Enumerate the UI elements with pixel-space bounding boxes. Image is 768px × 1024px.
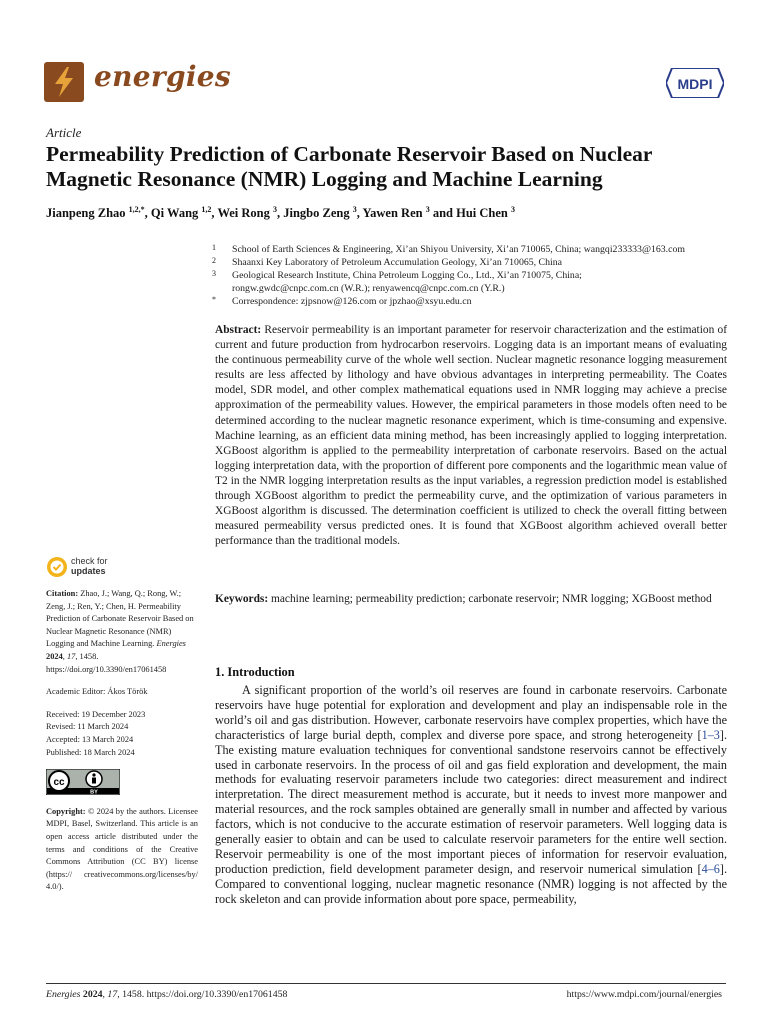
article-title: Permeability Prediction of Carbonate Reservoir Based on Nuclear Magnetic Resonance (NMR) Logging and Machine Learning: [46, 142, 653, 191]
journal-header: [44, 58, 724, 102]
affiliation-text: rongw.gwdc@cnpc.com.cn (W.R.); renyawencq@cnpc.com.cn (Y.R.): [232, 283, 505, 294]
author-name: Qi Wang: [150, 206, 199, 221]
updates-text: updates: [71, 565, 106, 576]
reference-link[interactable]: 1–3: [701, 727, 720, 742]
author-name: Jianpeng Zhao: [46, 206, 126, 221]
citation-doi[interactable]: 1458. https://doi.org/10.3390/en17061458: [46, 651, 167, 674]
affiliation-number: 3: [212, 269, 216, 278]
date-revised: Revised: 11 March 2024: [46, 722, 129, 732]
author-affil: 1,2: [201, 205, 212, 214]
author-name: Yawen Ren: [362, 206, 423, 221]
citation-text: Zhao, J.; Wang, Q.; Rong, W.; Zeng, J.; Ren, Y.; Chen, H. Permeability Prediction of Carbonate Reservoir Based on Nuclear Magnetic Resonance (NMR) Logging and Machine Learning.: [46, 589, 194, 649]
energies-logo-icon: [44, 62, 84, 102]
date-received: Received: 19 December 2023: [46, 709, 146, 719]
author-sep: and: [429, 206, 457, 221]
affiliation-number: 1: [212, 243, 216, 252]
author-affil: 3: [352, 205, 357, 214]
correspondence-item: [212, 295, 728, 308]
date-accepted: Accepted: 13 March 2024: [46, 734, 134, 744]
footer-volume: 17: [107, 989, 118, 1000]
section-heading-introduction: 1. Introduction: [215, 665, 295, 679]
footer-citation: Energies 2024, 17, 1458. https://doi.org/10.3390/en17061458: [46, 989, 288, 1000]
footer-journal: Energies: [46, 989, 81, 1000]
author[interactable]: [46, 206, 145, 220]
affiliation-item: [212, 243, 728, 256]
author[interactable]: [217, 206, 277, 220]
author-name: Wei Rong: [217, 206, 270, 221]
author-sep: ,: [144, 206, 151, 221]
affiliation-item: [212, 256, 728, 269]
svg-text:cc: cc: [53, 777, 65, 789]
check-updates-icon: [46, 556, 68, 578]
article-sidebar: [46, 556, 198, 894]
author-sep: ,: [211, 206, 218, 221]
publication-dates: [46, 709, 198, 759]
copyright-label: Copyright:: [46, 806, 86, 816]
intro-text: A significant proportion of the world’s oil reserves are found in carbonate reservoirs. Carbonate reservoirs have huge potential for exploration and development and play an indispensable role in the world’s oil and gas distribution. However, carbonate reservoirs have complex properties, which have the characteristics of large burial depth, complex and diverse pore space, and strong heterogeneity [: [215, 683, 727, 742]
citation-year: 2024: [46, 651, 63, 661]
affiliation-text: Shaanxi Key Laboratory of Petroleum Accumulation Geology, Xi’an 710065, China: [232, 257, 562, 268]
author[interactable]: [456, 206, 515, 220]
affiliation-number: 2: [212, 256, 216, 265]
affiliation-text: School of Earth Sciences & Engineering, Xi’an Shiyou University, Xi’an 710065, China; wangqi233333@163.com: [232, 244, 685, 255]
author-affil: 3: [425, 205, 430, 214]
citation-volume: 17: [66, 651, 76, 661]
affiliation-item: [212, 269, 728, 282]
mdpi-logo-icon[interactable]: [666, 68, 724, 98]
author-sep: ,: [277, 206, 284, 221]
affiliation-text: Geological Research Institute, China Petroleum Logging Co., Ltd., Xi’an 710075, China;: [232, 270, 582, 281]
copyright-notice: [46, 806, 198, 894]
author-affil: 1,2,*: [128, 205, 145, 214]
abstract-text: Reservoir permeability is an important parameter for reservoir characterization and the estimation of current and future production from hydrocarbon reservoirs. Logging data is an important means of evaluating the continuous permeability curve of the whole well section. Nuclear magnetic resonance logging measurement results are less affected by lithology and have obvious advantages in interpreting permeability. The Coates model, SDR model, and other complex mathematical equations used in NMR logging may achieve a precise approximation of the permeability values. However, the empirical parameters in those models often need to be determined according to the nuclear magnetic resonance experiment, which is time-consuming and expensive. Machine learning, as an efficient data mining method, has been increasingly applied to logging interpretation. XGBoost algorithm is applied to the permeability interpretation of carbonate reservoirs. Based on the actual logging interpretation data, with the proportion of different pore components and the logarithmic mean value of T2 in the NMR logging interpretation results as the input variables, a regression prediction model is established through XGBoost algorithm to predict the permeability curve, and the optimization of various parameters in XGBoost algorithm is discussed. The determination coefficient is utilized to check the overall fitting between measured permeability versus predicted ones. It is found that XGBoost algorithm achieved overall better performance than the traditional models.: [215, 324, 727, 548]
affiliation-item: [212, 282, 728, 295]
academic-editor: Academic Editor: Ákos Török: [46, 687, 148, 697]
cc-by-label: BY: [90, 789, 98, 796]
keywords-label: Keywords:: [215, 593, 269, 605]
author[interactable]: [363, 206, 430, 220]
abstract-label: Abstract:: [215, 324, 262, 336]
footer-divider: [46, 983, 726, 984]
journal-name[interactable]: energies: [94, 60, 231, 93]
copyright-text: © 2024 by the authors. Licensee MDPI, Basel, Switzerland. This article is an open access article distributed under the terms and conditions of the Creative Commons Attribution (CC BY) license (https:// creativecommons.org/licenses/by/ 4.0/).: [46, 806, 198, 892]
author-name: Hui Chen: [456, 206, 508, 221]
article-type: Article: [46, 125, 82, 140]
citation-label: Citation:: [46, 589, 79, 598]
footer-year: 2024: [82, 989, 103, 1000]
affiliations: [212, 243, 728, 308]
author-affil: 3: [273, 205, 277, 214]
author[interactable]: [283, 206, 356, 220]
check-for-updates-badge[interactable]: [46, 556, 198, 582]
reference-link[interactable]: 4–6: [701, 861, 720, 876]
correspondence-text: Correspondence: zjpsnow@126.com or jpzhao@xsyu.edu.cn: [232, 296, 472, 307]
author-list: [46, 205, 726, 221]
author-name: Jingbo Zeng: [283, 206, 350, 221]
date-published: Published: 18 March 2024: [46, 747, 135, 757]
author-sep: ,: [356, 206, 363, 221]
keywords: [215, 592, 727, 607]
check-for-text: check for: [71, 556, 108, 566]
footer-journal-url[interactable]: https://www.mdpi.com/journal/energies: [566, 989, 722, 1000]
keywords-text: machine learning; permeability prediction; carbonate reservoir; NMR logging; XGBoost method: [271, 593, 712, 605]
author[interactable]: [151, 206, 211, 220]
correspondence-mark: *: [212, 295, 216, 304]
publisher-name: MDPI: [677, 76, 713, 92]
author-affil: 3: [511, 205, 516, 214]
check-updates-label: [71, 557, 108, 576]
cc-by-license-icon[interactable]: [46, 769, 120, 795]
intro-text: ]. Compared to conventional logging, nuclear magnetic resonance (NMR) logging is not affected by the rock skeleton and can provide information about pore space, permeability,: [215, 861, 727, 906]
citation-journal: Energies: [156, 639, 186, 649]
footer-doi[interactable]: 1458. https://doi.org/10.3390/en17061458: [122, 989, 288, 1000]
introduction-paragraph: [215, 683, 727, 907]
citation-block: Citation: Zhao, J.; Wang, Q.; Rong, W.; Zeng, J.; Ren, Y.; Chen, H. Permeability Prediction of Carbonate Reservoir Based on Nuclear Magnetic Resonance (NMR) Logging and Machine Learning. Energies 2024, 17, 1458. https://doi.org/10.3390/en17061458: [46, 589, 194, 674]
abstract: [215, 323, 727, 549]
intro-text: ]. The existing mature evaluation techniques for conventional sandstone reservoirs cannot be effectively used in carbonate reservoirs. In the process of oil and gas field exploration and development, the main methods for evaluating reservoir parameters include two categories: direct measurement and indirect interpretation. The direct measurement method is accurate, but it needs to invest more manpower and material resources, and the rock samples obtained are generally small in number and affected by various factors, which is not conducive to the accurate estimation of reservoir parameters. Well logging data is generally easier to obtain and can be used to calculate reservoir parameters for the entire well section. Reservoir permeability is one of the most important pieces of information for reservoir evaluation, production prediction, field development parameter design, and reservoir numerical simulation [: [215, 727, 727, 876]
